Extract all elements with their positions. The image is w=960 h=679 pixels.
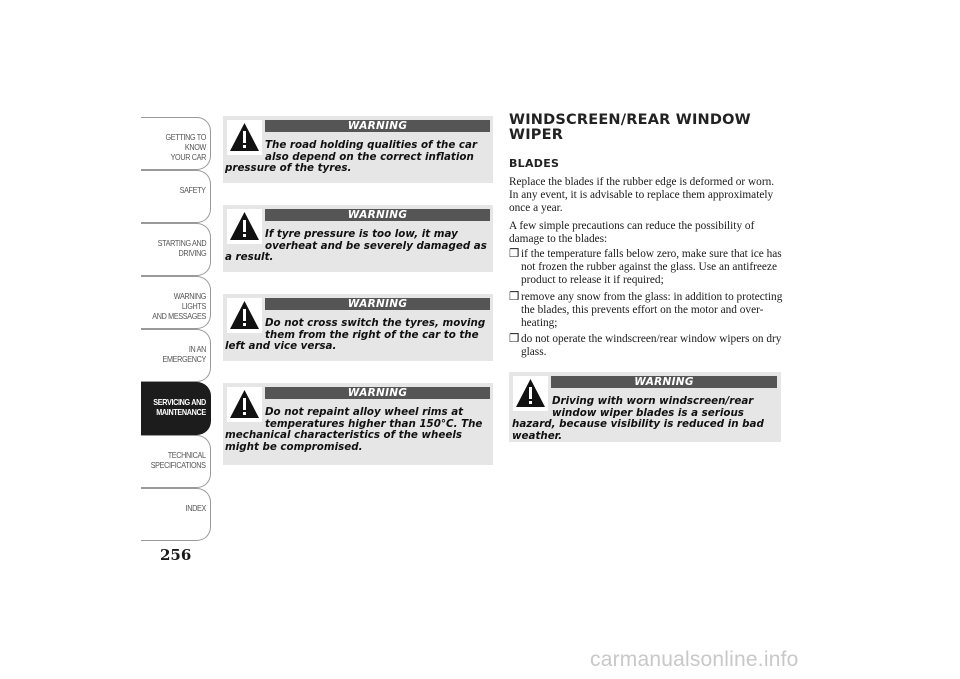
warning-text bbox=[225, 407, 489, 453]
warning-box bbox=[223, 383, 493, 465]
tab-label: TECHNICAL SPECIFICATIONS bbox=[151, 450, 206, 470]
list-item-text: do not operate the windscreen/rear window wipers on dry glass. bbox=[521, 333, 782, 359]
checkbox-bullet-icon: ❒ bbox=[509, 291, 520, 303]
warning-text-line1: Do not repaint alloy wheel rims at bbox=[265, 406, 464, 418]
list-item-text: if the temperature falls below zero, make sure that ice has not frozen the rubber against the glass. Use an antifreeze product to release it if required; bbox=[521, 248, 782, 287]
tab-label: SERVICING AND MAINTENANCE bbox=[153, 397, 206, 417]
warning-text-line1: The road holding qualities of the car bbox=[265, 139, 478, 151]
list-item bbox=[509, 248, 787, 288]
tab-in-an-emergency[interactable] bbox=[141, 329, 211, 382]
warning-header: WARNING bbox=[265, 387, 490, 399]
warning-text bbox=[225, 140, 487, 175]
tab-starting-and-driving[interactable] bbox=[141, 223, 211, 276]
paragraph: Replace the blades if the rubber edge is deformed or worn. In any event, it is advisable to replace them approximately once a year. bbox=[509, 176, 775, 215]
section-tabs bbox=[141, 117, 211, 541]
warning-box bbox=[223, 294, 493, 361]
tab-safety[interactable] bbox=[141, 170, 211, 223]
warning-text-line1: Do not cross switch the tyres, moving bbox=[265, 317, 486, 329]
subsection-title: BLADES bbox=[509, 157, 560, 170]
paragraph: A few simple precautions can reduce the possibility of damage to the blades: bbox=[509, 220, 755, 246]
warning-header: WARNING bbox=[265, 298, 490, 310]
warning-text bbox=[512, 396, 780, 442]
tab-getting-to-know-your-car[interactable] bbox=[141, 117, 211, 170]
warning-header: WARNING bbox=[551, 376, 777, 388]
warning-text-rest: overheat and be severely damaged as a result. bbox=[225, 239, 487, 264]
checkbox-bullet-icon: ❒ bbox=[509, 333, 520, 345]
list-item bbox=[509, 333, 787, 359]
tab-label: STARTING AND DRIVING bbox=[157, 238, 206, 258]
tab-label: GETTING TO KNOW YOUR CAR bbox=[165, 132, 206, 162]
warning-box bbox=[509, 372, 781, 442]
tab-label: INDEX bbox=[185, 503, 206, 513]
warning-text-rest: them from the right of the car to the left and vice versa. bbox=[225, 328, 479, 353]
tab-technical-specifications[interactable] bbox=[141, 435, 211, 488]
tab-label: SAFETY bbox=[179, 185, 206, 195]
warning-text-rest: window wiper blades is a serious hazard, because visibility is reduced in bad weather. bbox=[512, 406, 764, 442]
checkbox-bullet-icon: ❒ bbox=[509, 248, 520, 260]
list-item bbox=[509, 291, 787, 331]
page-number: 256 bbox=[160, 546, 192, 564]
warning-text bbox=[225, 229, 487, 264]
watermark: carmanualsonline.info bbox=[590, 648, 799, 671]
warning-text-rest: also depend on the correct inflation pressure of the tyres. bbox=[225, 150, 474, 175]
section-title: WINDSCREEN/REAR WINDOW WIPER bbox=[509, 112, 751, 143]
warning-text bbox=[225, 318, 487, 353]
tab-label: IN AN EMERGENCY bbox=[162, 344, 206, 364]
list-item-text: remove any snow from the glass: in addition to protecting the blades, this prevents effort on the motor and over-heating; bbox=[521, 291, 783, 330]
warning-text-rest: temperatures higher than 150°C. The mechanical characteristics of the wheels might be compromised. bbox=[225, 417, 483, 453]
warning-header: WARNING bbox=[265, 209, 490, 221]
warning-text-line1: If tyre pressure is too low, it may bbox=[265, 228, 458, 240]
warning-text-line1: Driving with worn windscreen/rear bbox=[552, 395, 754, 407]
tab-servicing-and-maintenance[interactable] bbox=[141, 382, 211, 435]
warning-box bbox=[223, 116, 493, 183]
warning-box bbox=[223, 205, 493, 272]
tab-index[interactable] bbox=[141, 488, 211, 541]
warning-header: WARNING bbox=[265, 120, 490, 132]
tab-label: WARNING LIGHTS AND MESSAGES bbox=[152, 291, 206, 321]
tab-warning-lights[interactable] bbox=[141, 276, 211, 329]
